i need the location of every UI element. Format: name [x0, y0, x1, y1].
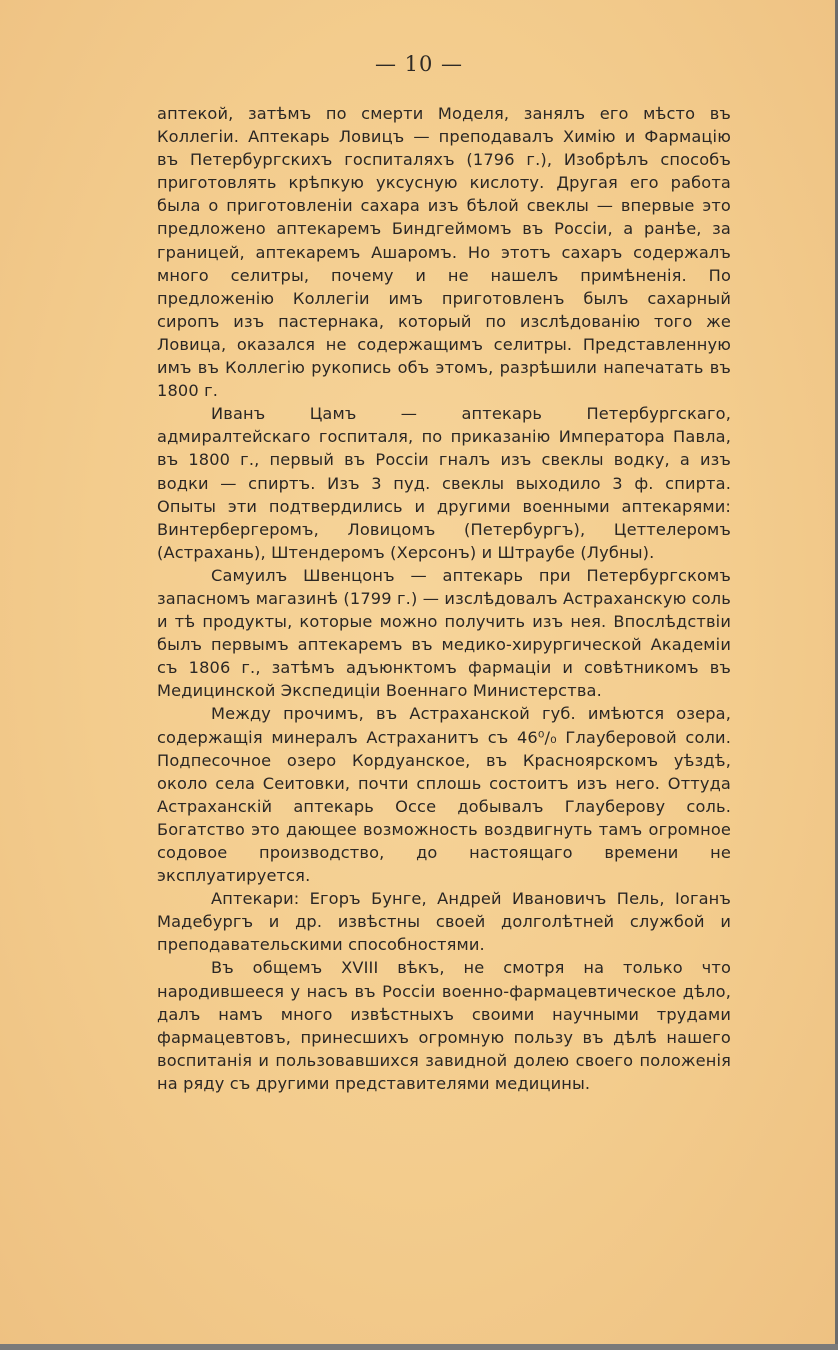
paragraph-5: Аптекари: Егоръ Бунге, Андрей Ивановичъ Пель, Іоганъ Мадебургъ и др. извѣстны своей долголѣтней службой и преподавательскими способностями.	[157, 889, 731, 955]
scan-bottom-edge	[0, 1344, 838, 1350]
paragraph-1: аптекой, затѣмъ по смерти Моделя, занялъ его мѣсто въ Коллегіи. Аптекарь Ловицъ — преподавалъ Химію и Фармацію въ Петербургскихъ госпиталяхъ (1796 г.), Изобрѣлъ способъ приготовлять крѣпкую уксусную кислоту. Другая его работа была о приготовленіи сахара изъ бѣлой свеклы — впервые это предложено аптекаремъ Биндгеймомъ въ Россіи, а ранѣе, за границей, аптекаремъ Ашаромъ. Но этотъ сахаръ содержалъ много селитры, почему и не нашелъ примѣненія. По предложенію Коллегіи имъ приготовленъ былъ сахарный сиропъ изъ пастернака, который по изслѣдованію того же Ловица, оказался не содержащимъ селитры. Представленную имъ въ Коллегію рукопись объ этомъ, разрѣшили напечатать въ 1800 г.	[157, 104, 731, 401]
paragraph-3: Самуилъ Швенцонъ — аптекарь при Петербургскомъ запасномъ магазинѣ (1799 г.) — изслѣдовалъ Астраханскую соль и тѣ продукты, которые можно получить изъ нея. Впослѣдствіи былъ первымъ аптекаремъ въ медико-хирургической Академіи съ 1806 г., затѣмъ адъюнктомъ фармаціи и совѣтникомъ въ Медицинской Экспедиціи Военнаго Министерства.	[157, 565, 731, 701]
body-text	[157, 102, 731, 1095]
paragraph-6: Въ общемъ XVIII вѣкъ, не смотря на только что народившееся у насъ въ Россіи военно-фармацевтическое дѣло, далъ намъ много извѣстныхъ своими научными трудами фармацевтовъ, принесшихъ огромную пользу въ дѣлѣ нашего воспитанія и пользовавшихся завидной долею своего положенія на ряду съ другими представителями медицины.	[157, 958, 731, 1093]
paragraph-4: Между прочимъ, въ Астраханской губ. имѣются озера, содержащія минералъ Астраханитъ съ 46⁰/₀ Глауберовой соли. Подпесочное озеро Кордуанское, въ Красноярскомъ уѣздѣ, около села Сеитовки, почти сплошь состоитъ изъ него. Оттуда Астраханскій аптекарь Оссе добывалъ Глауберову соль. Богатство это дающее возможность воздвигнуть тамъ огромное содовое производство, до настоящаго времени не эксплуатируется.	[157, 704, 731, 886]
paragraph-2: Иванъ Цамъ — аптекарь Петербургскаго, адмиралтейскаго госпиталя, по приказанію Императора Павла, въ 1800 г., первый въ Россіи гналъ изъ свеклы водку, а изъ водки — спиртъ. Изъ 3 пуд. свеклы выходило 3 ф. спирта. Опыты эти подтвердились и другими военными аптекарями: Винтербергеромъ, Ловицомъ (Петербургъ), Цеттелеромъ (Астрахань), Штендеромъ (Херсонъ) и Штраубе (Лубны).	[157, 404, 731, 562]
page-number: — 10 —	[374, 52, 464, 76]
